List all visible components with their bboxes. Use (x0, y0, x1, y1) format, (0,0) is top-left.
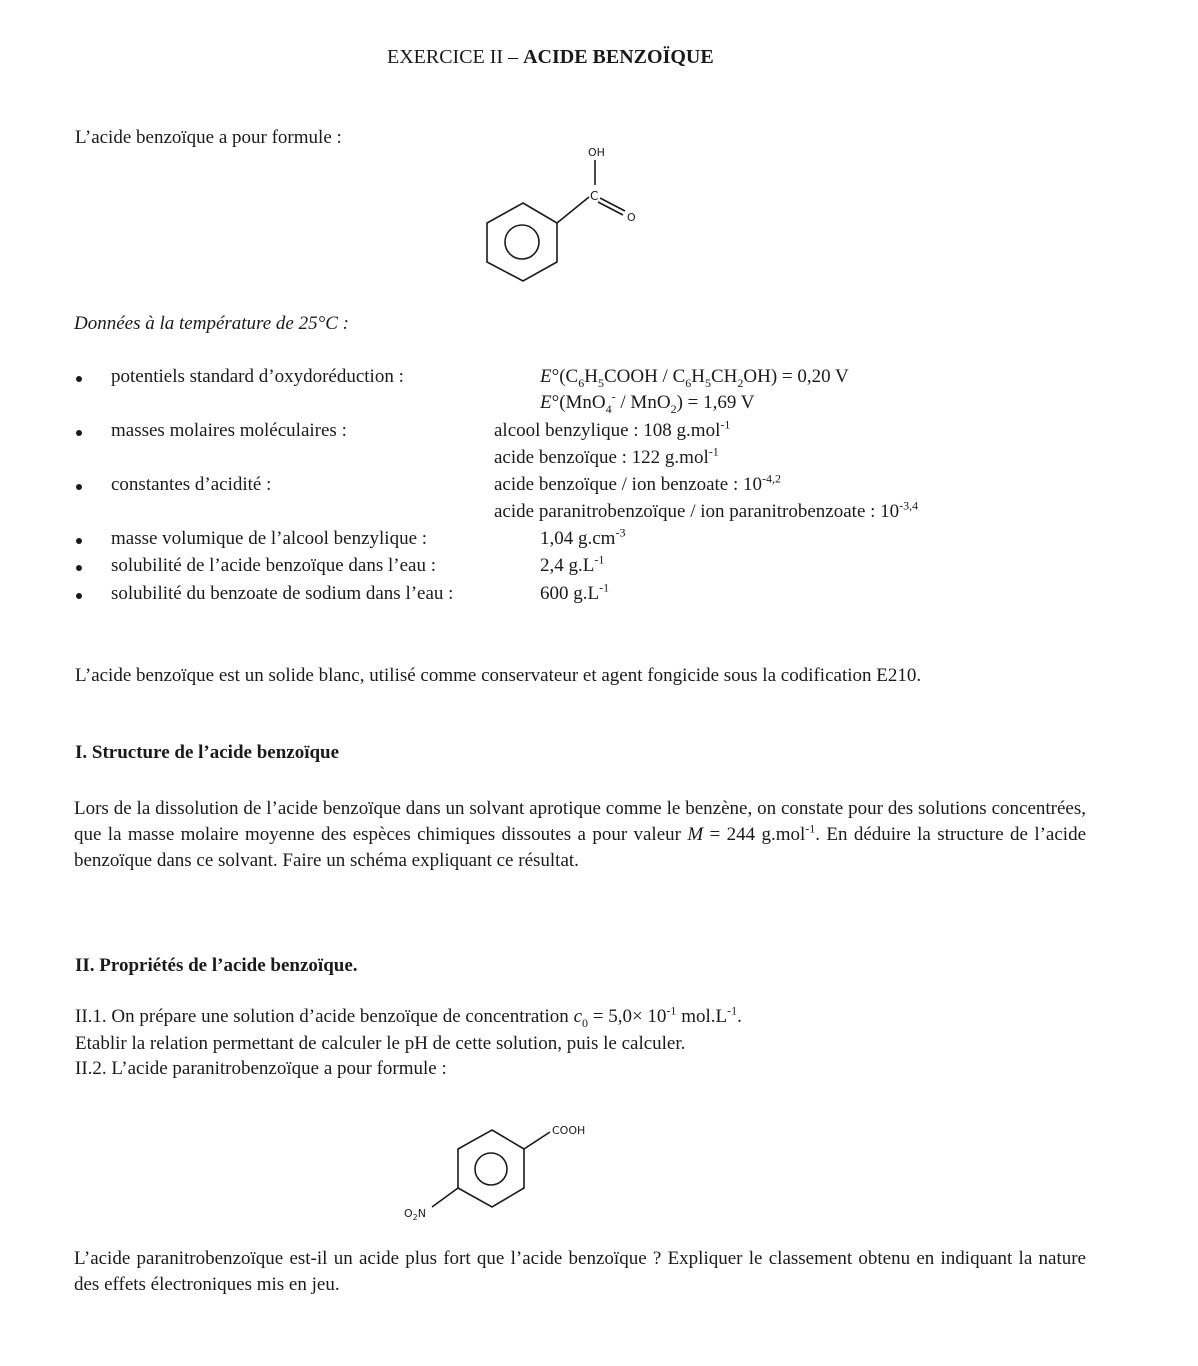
solubility-value-2: 600 $g.L^{-1}$ (540, 580, 610, 604)
benzene-ring (458, 1130, 524, 1207)
final-question: L’acide paranitrobenzoïque est-il un acide plus fort que l’acide benzoïque ? Expliquer le classement obtenu en indiquant la nature des effets électroniques mis en jeu. (74, 1248, 1086, 1295)
bullet-dot (76, 538, 82, 544)
bullet-label: masse volumique de l’alcool benzylique : (111, 528, 428, 549)
e210-text: L’acide benzoïque est un solide blanc, utilisé comme conservateur et agent fongicide sous la codification E210. (75, 665, 922, 686)
bullet-label: solubilité du benzoate de sodium dans l’eau : (111, 583, 454, 604)
oh-label: OH (588, 146, 605, 159)
acidity-constant-2: acide paranitrobenzoïque / ion paranitrobenzoate : $10^{-3,4}$ (494, 498, 919, 522)
oxygen-label: O (627, 211, 636, 224)
question-2-2: II.2. L’acide paranitrobenzoïque a pour formule : (75, 1058, 447, 1079)
section-2-heading: II. Propriétés de l’acide benzoïque. (75, 955, 358, 976)
bullet-dot (76, 430, 82, 436)
bullet-dot (76, 565, 82, 571)
molar-mass-1: alcool benzylique : 108 g.mol$^{-1}$ (494, 417, 731, 441)
data-header: Données à la température de 25°C : (74, 313, 349, 334)
intro-text: L’acide benzoïque a pour formule : (75, 127, 342, 148)
aromatic-circle (505, 225, 539, 259)
density-value: 1,04 $g.cm^{-3}$ (540, 525, 626, 549)
molar-mass-2: acide benzoïque : 122 g.mol$^{-1}$ (494, 444, 719, 468)
question-2-1: II.1. On prépare une solution d’acide benzoïque de concentration $c_0 = 5,0\times 10^{-1}$ $mol.L^{-1}$. (75, 1003, 742, 1030)
paranitrobenzoic-acid-structure (395, 1115, 615, 1225)
potential-value-1: $E^\circ(C_6H_5COOH / C_6H_5CH_2OH) = 0,20$ V (540, 366, 849, 390)
potential-value-2: E°(MnO$_4$- / MnO$_2$) = 1,69 V (540, 389, 755, 416)
solubility-value-1: 2,4 $g.L^{-1}$ (540, 552, 605, 576)
cooh-label: COOH (552, 1124, 586, 1137)
bullet-dot (76, 376, 82, 382)
bullet-label: solubilité de l’acide benzoïque dans l’eau : (111, 555, 436, 576)
nitro-label: $O_2N$ (404, 1207, 426, 1222)
benzene-ring (487, 203, 557, 281)
bullet-label: masses molaires moléculaires : (111, 420, 347, 441)
acidity-constant-1: acide benzoïque / ion benzoate : $10^{-4,2}$ (494, 471, 782, 495)
aromatic-circle (475, 1153, 507, 1185)
bullet-label: potentiels standard d’oxydoréduction : (111, 366, 404, 387)
page-title: EXERCICE II – ACIDE BENZOÏQUE (387, 46, 714, 68)
benzoic-acid-structure (470, 140, 650, 290)
carbon-label: C (590, 189, 599, 203)
section-1-heading: I. Structure de l’acide benzoïque (75, 742, 340, 763)
question-2-1-line2: Etablir la relation permettant de calculer le pH de cette solution, puis le calculer. (75, 1033, 686, 1054)
bullet-dot (76, 593, 82, 599)
bullet-label: constantes d’acidité : (111, 474, 272, 495)
section-1-paragraph: Lors de la dissolution de l’acide benzoïque dans un solvant aprotique comme le benzène, on constate pour des solutions concentrées, que la masse molaire moyenne des espèces chimiques dissoutes a pour valeur M = 244 g.mol$^{-1}$. En déduire la structure de l’acide benzoïque dans ce solvant. Faire un schéma expliquant ce résultat. (74, 798, 1087, 871)
bullet-dot (76, 484, 82, 490)
